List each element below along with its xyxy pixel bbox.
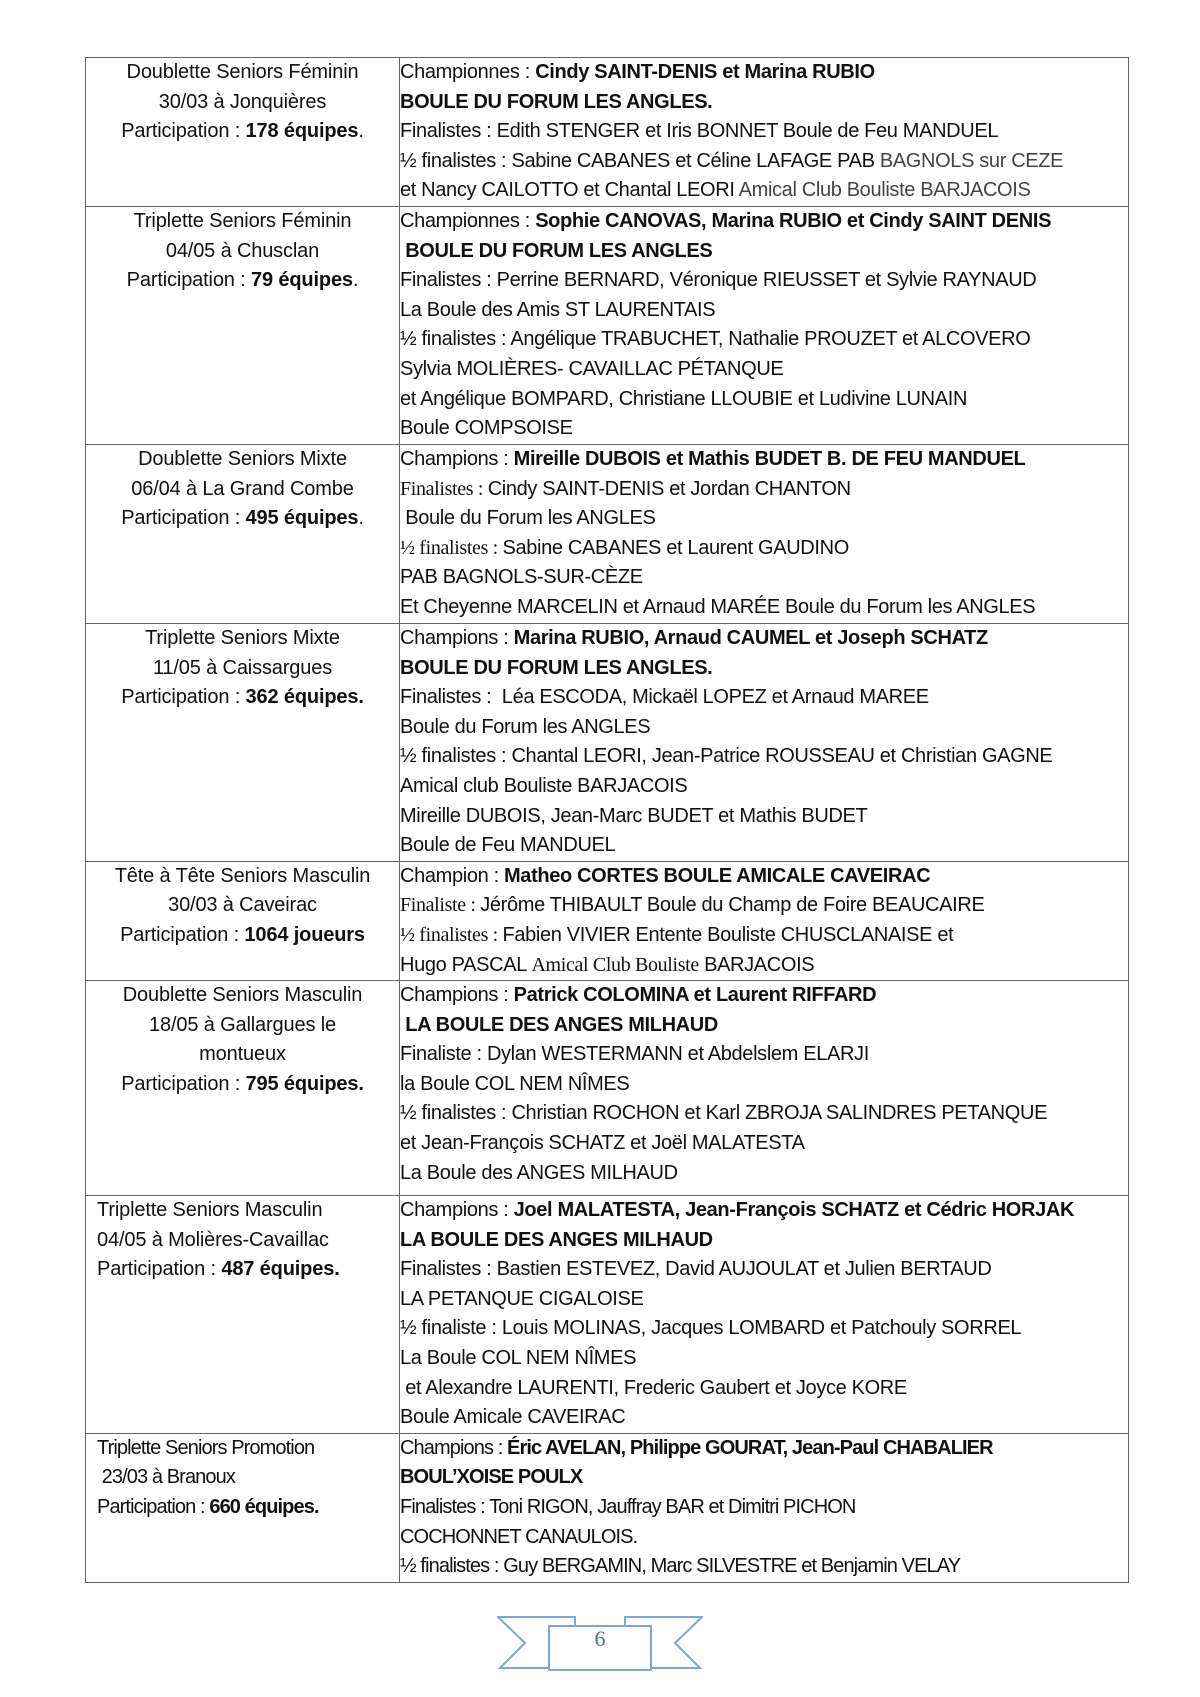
event-date-place-cont: montueux — [199, 1043, 286, 1066]
semifinalists-line — [400, 951, 1128, 981]
finalists-line: Finalistes : Edith STENGER et Iris BONNET Boule de Feu MANDUEL — [400, 120, 999, 143]
table-row — [86, 1433, 1129, 1582]
results-table — [85, 57, 1129, 1583]
semifinalists-line: Mireille DUBOIS, Jean-Marc BUDET et Mathis BUDET — [400, 804, 868, 827]
semifinalists-line: et Alexandre LAURENTI, Frederic Gaubert et Joyce KORE — [400, 1376, 907, 1399]
semifinalists-club: BAGNOLS sur CEZE — [879, 149, 1064, 172]
event-title: Doublette Seniors Féminin — [126, 61, 359, 83]
participation-value: 795 équipes. — [245, 1072, 364, 1095]
participation-label: Participation : — [121, 507, 246, 530]
results-cell — [400, 861, 1129, 980]
champions-line — [400, 862, 1128, 892]
champions-line — [400, 1434, 1128, 1464]
finalists-club: LA PETANQUE CIGALOISE — [400, 1287, 644, 1310]
champions-line — [400, 207, 1128, 237]
champions-line — [400, 981, 1128, 1011]
finalists-line — [400, 891, 1128, 921]
table-row — [86, 981, 1129, 1196]
semifinalists-names: Fabien VIVIER Entente Bouliste CHUSCLANAISE et — [502, 923, 954, 946]
champions-label: Champions : — [400, 1436, 508, 1459]
event-participation — [86, 921, 399, 951]
champions-club: BOULE DU FORUM LES ANGLES — [400, 239, 713, 262]
semifinalists-line: et Angélique BOMPARD, Christiane LLOUBIE et Ludivine LUNAIN — [400, 387, 968, 410]
results-cell — [400, 981, 1129, 1196]
champions-names: Joel MALATESTA, Jean-François SCHATZ et Cédric HORJAK — [513, 1199, 1075, 1222]
event-cell — [86, 861, 400, 980]
event-cell — [86, 444, 400, 623]
event-participation — [86, 683, 399, 713]
semifinalists-club: La Boule COL NEM NÎMES — [400, 1347, 637, 1370]
champions-names: Éric AVELAN, Philippe GOURAT, Jean-Paul CHABALIER — [507, 1436, 993, 1459]
participation-label: Participation : — [120, 923, 245, 946]
results-cell — [400, 444, 1129, 623]
participation-suffix: . — [358, 120, 364, 143]
semifinalists-text: Hugo PASCAL — [400, 953, 532, 976]
semifinalists-line: et Jean-François SCHATZ et Joël MALATESTA — [400, 1132, 805, 1155]
champions-line — [400, 58, 1128, 88]
event-participation — [86, 266, 399, 296]
event-participation — [86, 504, 399, 534]
semifinalists-club: PAB BAGNOLS-SUR-CÈZE — [400, 566, 643, 589]
finalists-club: Boule du Forum les ANGLES — [400, 715, 651, 738]
champions-club: BOULE DU FORUM LES ANGLES. — [400, 90, 713, 113]
event-title: Triplette Seniors Mixte — [145, 626, 340, 649]
event-date-place: 30/03 à Caveirac — [168, 894, 317, 917]
event-title: Doublette Seniors Masculin — [122, 984, 363, 1007]
event-participation — [86, 1070, 399, 1100]
finalists-line: Finalistes : Toni RIGON, Jauffray BAR et Dimitri PICHON — [400, 1496, 856, 1519]
participation-label: Participation : — [97, 1258, 222, 1281]
finalists-club: Boule du Forum les ANGLES — [400, 507, 656, 530]
results-cell — [400, 1433, 1129, 1582]
champions-club: LA BOULE DES ANGES MILHAUD — [400, 1013, 718, 1036]
champions-label: Championnes : — [400, 61, 536, 83]
champions-label: Championnes : — [400, 209, 536, 232]
finalists-names: Cindy SAINT-DENIS et Jordan CHANTON — [487, 477, 851, 500]
event-title: Doublette Seniors Mixte — [138, 447, 347, 470]
event-date-place: 30/03 à Jonquières — [158, 90, 327, 113]
event-date-place: 06/04 à La Grand Combe — [131, 477, 354, 500]
results-cell — [400, 623, 1129, 861]
event-title: Triplette Seniors Promotion — [97, 1436, 315, 1459]
page-number-ribbon — [497, 1612, 703, 1672]
finalists-line: Finalistes : Perrine BERNARD, Véronique RIEUSSET et Sylvie RAYNAUD — [400, 269, 1037, 292]
finalists-label: Finaliste : — [400, 894, 481, 917]
champions-label: Champions : — [400, 984, 514, 1007]
results-cell — [400, 1196, 1129, 1434]
participation-suffix: . — [358, 507, 364, 530]
semifinalists-text: ½ finalistes : Sabine CABANES et Céline LAFAGE PAB — [400, 149, 880, 172]
finalists-club: COCHONNET CANAULOIS. — [400, 1525, 638, 1548]
participation-label: Participation : — [121, 1072, 246, 1095]
champions-label: Champion : — [400, 864, 504, 887]
finalists-line: Finaliste : Dylan WESTERMANN et Abdelslem ELARJI — [400, 1043, 869, 1066]
results-cell — [400, 206, 1129, 444]
semifinalists-text: et Nancy CAILOTTO et Chantal LEORI — [400, 179, 739, 202]
participation-value: 495 équipes — [245, 507, 359, 530]
champions-club: BOUL’XOISE POULX — [400, 1466, 583, 1489]
semifinalists-club: Amical club Bouliste BARJACOIS — [400, 774, 688, 797]
table-row — [86, 861, 1129, 980]
participation-value: 1064 joueurs — [244, 923, 365, 946]
table-row — [86, 444, 1129, 623]
champions-names: Mireille DUBOIS et Mathis BUDET B. DE FEU MANDUEL — [513, 447, 1026, 470]
event-title: Triplette Seniors Féminin — [133, 209, 352, 232]
semifinalists-club: Boule Amicale CAVEIRAC — [400, 1406, 626, 1429]
finalists-line — [400, 475, 1128, 505]
participation-value: 79 équipes — [251, 269, 353, 292]
finalists-club: la Boule COL NEM NÎMES — [400, 1072, 630, 1095]
finalists-line: Finalistes : Bastien ESTEVEZ, David AUJOULAT et Julien BERTAUD — [400, 1258, 992, 1281]
event-participation — [97, 1493, 399, 1523]
table-row — [86, 58, 1129, 207]
event-cell — [86, 206, 400, 444]
participation-label: Participation : — [97, 1496, 210, 1519]
finalists-label: Finalistes : — [400, 477, 488, 500]
finalists-names: Jérôme THIBAULT Boule du Champ de Foire BEAUCAIRE — [480, 894, 985, 917]
participation-label: Participation : — [121, 120, 246, 143]
participation-value: 362 équipes. — [245, 686, 364, 709]
table-row — [86, 206, 1129, 444]
semifinalists-line — [400, 534, 1128, 564]
champions-names: Marina RUBIO, Arnaud CAUMEL et Joseph SCHATZ — [513, 626, 988, 649]
champions-names: Matheo CORTES BOULE AMICALE CAVEIRAC — [503, 864, 931, 887]
event-title: Triplette Seniors Masculin — [97, 1199, 323, 1222]
champions-names: Patrick COLOMINA et Laurent RIFFARD — [513, 984, 877, 1007]
semifinalists-club: La Boule des ANGES MILHAUD — [400, 1161, 678, 1184]
participation-label: Participation : — [126, 269, 252, 292]
champions-line — [400, 624, 1128, 654]
champions-label: Champions : — [400, 1199, 514, 1222]
semifinalists-line: ½ finaliste : Louis MOLINAS, Jacques LOMBARD et Patchouly SORREL — [400, 1317, 1022, 1340]
semifinalists-line: ½ finalistes : Chantal LEORI, Jean-Patrice ROUSSEAU et Christian GAGNE — [400, 745, 1053, 768]
semifinalists-line — [400, 147, 1128, 177]
champions-club: BOULE DU FORUM LES ANGLES. — [400, 656, 713, 679]
semifinalists-label: ½ finalistes : — [400, 536, 503, 559]
event-date-place: 04/05 à Molières-Cavaillac — [97, 1228, 329, 1251]
semifinalists-label: ½ finalistes : — [400, 923, 503, 946]
finalists-club: La Boule des Amis ST LAURENTAIS — [400, 298, 716, 321]
participation-value: 178 équipes — [245, 120, 359, 143]
semifinalists-line: ½ finalistes : Christian ROCHON et Karl ZBROJA SALINDRES PETANQUE — [400, 1102, 1048, 1125]
semifinalists-club-city: BARJACOIS — [698, 953, 815, 976]
event-participation — [86, 117, 399, 147]
champions-names: Cindy SAINT-DENIS et Marina RUBIO — [535, 61, 875, 83]
champions-club: LA BOULE DES ANGES MILHAUD — [400, 1228, 713, 1251]
champions-label: Champions : — [400, 447, 514, 470]
event-cell — [86, 623, 400, 861]
table-row — [86, 623, 1129, 861]
participation-value: 660 équipes. — [209, 1496, 319, 1519]
semifinalists-line: ½ finalistes : Angélique TRABUCHET, Nathalie PROUZET et ALCOVERO — [400, 328, 1031, 351]
event-cell — [86, 981, 400, 1196]
results-cell — [400, 58, 1129, 207]
semifinalists-line: ½ finalistes : Guy BERGAMIN, Marc SILVESTRE et Benjamin VELAY — [400, 1555, 961, 1578]
champions-line — [400, 445, 1128, 475]
semifinalists-club: Boule de Feu MANDUEL — [400, 834, 616, 857]
champions-line — [400, 1196, 1128, 1226]
semifinalists-names: Sabine CABANES et Laurent GAUDINO — [502, 536, 849, 559]
semifinalists-club: Sylvia MOLIÈRES- CAVAILLAC PÉTANQUE — [400, 357, 784, 380]
event-date-place: 18/05 à Gallargues le — [149, 1013, 336, 1036]
champions-names: Sophie CANOVAS, Marina RUBIO et Cindy SAINT DENIS — [535, 209, 1052, 232]
participation-suffix: . — [352, 269, 359, 292]
page-number: 6 — [594, 1626, 606, 1651]
semifinalists-club: Amical Club Bouliste — [531, 953, 699, 976]
event-participation — [97, 1255, 399, 1285]
event-cell — [86, 1433, 400, 1582]
semifinalists-club: Amical Club Bouliste BARJACOIS — [738, 179, 1031, 202]
semifinalists-line — [400, 176, 1128, 206]
event-date-place: 11/05 à Caissargues — [152, 656, 333, 679]
semifinalists-line: Et Cheyenne MARCELIN et Arnaud MARÉE Boule du Forum les ANGLES — [400, 595, 1036, 618]
event-cell — [86, 58, 400, 207]
event-date-place: 23/03 à Branoux — [97, 1466, 235, 1489]
table-row — [86, 1196, 1129, 1434]
event-title: Tête à Tête Seniors Masculin — [114, 864, 371, 887]
participation-label: Participation : — [121, 686, 246, 709]
participation-value: 487 équipes. — [221, 1258, 340, 1281]
finalists-line: Finalistes : Léa ESCODA, Mickaël LOPEZ et Arnaud MAREE — [400, 686, 929, 709]
semifinalists-line — [400, 921, 1128, 951]
event-date-place: 04/05 à Chusclan — [165, 239, 320, 262]
champions-label: Champions : — [400, 626, 514, 649]
semifinalists-club: Boule COMPSOISE — [400, 417, 573, 440]
event-cell — [86, 1196, 400, 1434]
